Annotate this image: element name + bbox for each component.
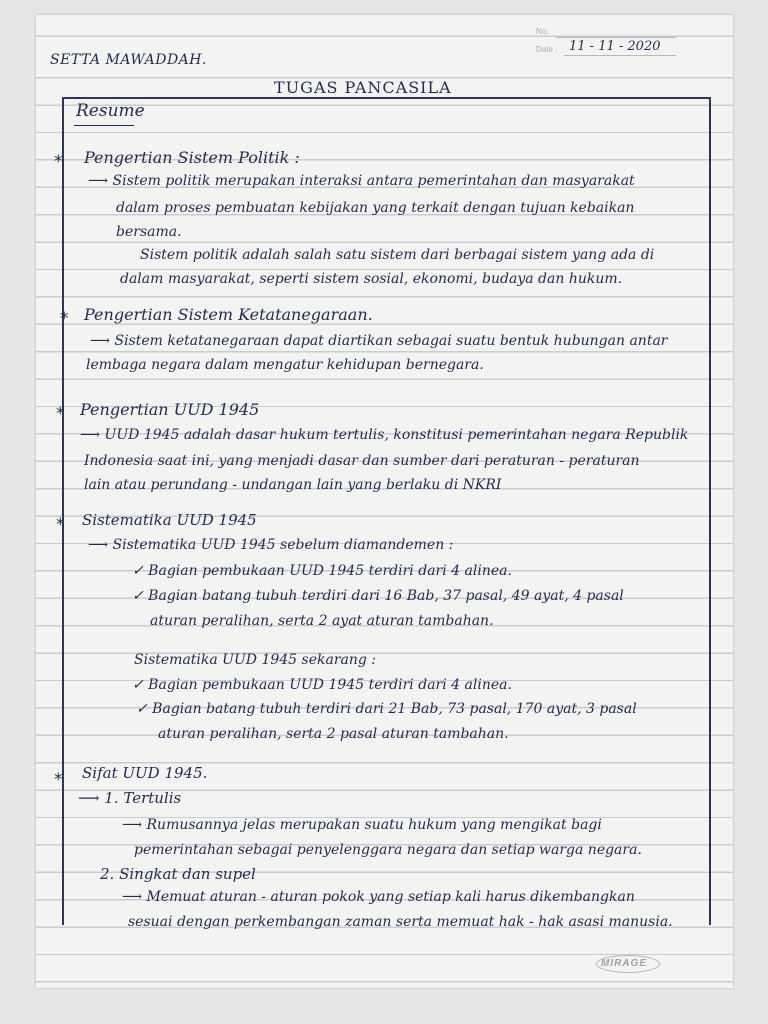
bullet-star: * bbox=[54, 152, 63, 172]
line-5: dalam masyarakat, seperti sistem sosial, ekonomi, budaya dan hukum. bbox=[120, 271, 623, 287]
heading-sistem-ketatanegaraan: Pengertian Sistem Ketatanegaraan. bbox=[84, 305, 373, 324]
student-name: SETTA MAWADDAH. bbox=[50, 52, 207, 68]
line-25: pemerintahan sebagai penyelenggara negara dan setiap warga negara. bbox=[134, 842, 642, 858]
line-23: ⟶ 1. Tertulis bbox=[78, 789, 182, 807]
line-27: ⟶ Memuat aturan - aturan pokok yang setiap kali harus dikembangkan bbox=[122, 889, 635, 905]
margin-line-top bbox=[62, 97, 710, 99]
heading-uud-1945: Pengertian UUD 1945 bbox=[80, 400, 260, 419]
line-11: Indonesia saat ini, yang menjadi dasar dan sumber dari peraturan - peraturan bbox=[84, 453, 640, 469]
line-4: Sistem politik adalah salah satu sistem dari berbagai sistem yang ada di bbox=[140, 247, 655, 263]
line-16: ✓ Bagian batang tubuh terdiri dari 16 Bab, 37 pasal, 49 ayat, 4 pasal bbox=[132, 588, 624, 604]
no-label: No. bbox=[536, 27, 549, 36]
heading-sistematika: Sistematika UUD 1945 bbox=[82, 511, 257, 529]
brand-logo: MIRAGE bbox=[601, 958, 647, 969]
line-19: ✓ Bagian pembukaan UUD 1945 terdiri dari 4 alinea. bbox=[132, 677, 512, 693]
line-21: aturan peralihan, serta 2 pasal aturan tambahan. bbox=[158, 726, 509, 742]
line-10: ⟶ UUD 1945 adalah dasar hukum tertulis, konstitusi pemerintahan negara Republik bbox=[80, 427, 689, 443]
date-label: Date : bbox=[536, 45, 558, 54]
bullet-star: * bbox=[56, 515, 65, 535]
bullet-star: * bbox=[60, 309, 69, 329]
line-20: ✓ Bagian batang tubuh terdiri dari 21 Bab, 73 pasal, 170 ayat, 3 pasal bbox=[136, 701, 637, 717]
resume-underline bbox=[74, 125, 134, 126]
line-26: 2. Singkat dan supel bbox=[100, 865, 256, 883]
notebook-page bbox=[36, 15, 733, 988]
line-1: ⟶ Sistem politik merupakan interaksi antara pemerintahan dan masyarakat bbox=[88, 173, 635, 189]
heading-sifat-uud: Sifat UUD 1945. bbox=[82, 764, 208, 782]
bullet-star: * bbox=[56, 404, 65, 424]
resume-heading: Resume bbox=[76, 101, 145, 121]
line-14: ⟶ Sistematika UUD 1945 sebelum diamandemen : bbox=[88, 537, 454, 553]
line-3: bersama. bbox=[116, 224, 182, 240]
line-8: lembaga negara dalam mengatur kehidupan bernegara. bbox=[86, 357, 484, 373]
heading-sistem-politik: Pengertian Sistem Politik : bbox=[84, 148, 300, 167]
line-2: dalam proses pembuatan kebijakan yang terkait dengan tujuan kebaikan bbox=[116, 200, 635, 216]
margin-line-left bbox=[62, 97, 64, 925]
page-title: TUGAS PANCASILA bbox=[274, 78, 452, 97]
line-18: Sistematika UUD 1945 sekarang : bbox=[134, 652, 377, 668]
line-17: aturan peralihan, serta 2 ayat aturan tambahan. bbox=[150, 613, 494, 629]
line-15: ✓ Bagian pembukaan UUD 1945 terdiri dari 4 alinea. bbox=[132, 563, 512, 579]
line-7: ⟶ Sistem ketatanegaraan dapat diartikan sebagai suatu bentuk hubungan antar bbox=[90, 333, 668, 349]
line-28: sesuai dengan perkembangan zaman serta memuat hak - hak asasi manusia. bbox=[128, 914, 673, 930]
line-24: ⟶ Rumusannya jelas merupakan suatu hukum yang mengikat bagi bbox=[122, 817, 602, 833]
date-field-line bbox=[564, 55, 676, 56]
no-field-line bbox=[556, 37, 676, 38]
date-value: 11 - 11 - 2020 bbox=[569, 39, 661, 54]
line-12: lain atau perundang - undangan lain yang berlaku di NKRI bbox=[84, 477, 502, 493]
margin-line-right bbox=[709, 97, 711, 925]
bullet-star: * bbox=[54, 770, 63, 790]
